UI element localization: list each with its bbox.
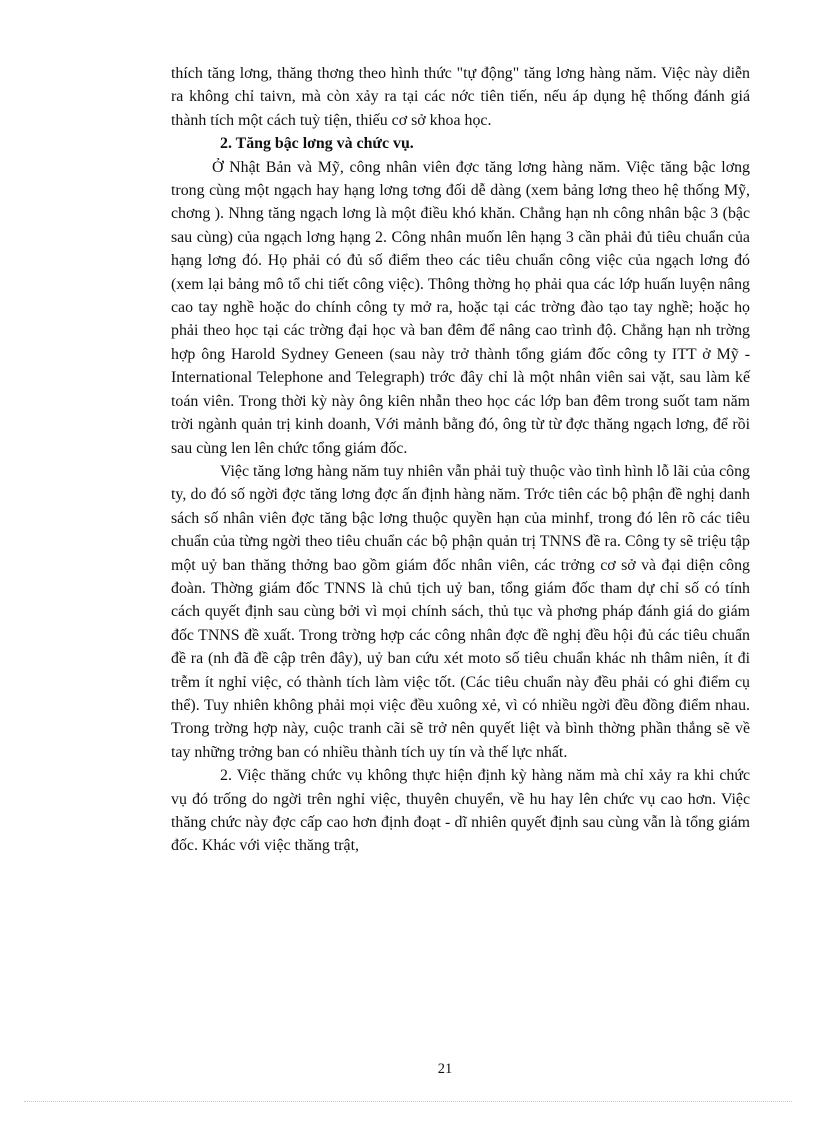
page-body: [171, 62, 750, 858]
footer-divider: [24, 1101, 792, 1102]
section-heading: 2. Tăng bậc lơng và chức vụ.: [220, 135, 414, 153]
page-number: 21: [437, 1061, 453, 1077]
paragraph-promotion-japan-us: Ở Nhật Bản và Mỹ, công nhân viên đợc tăng lơng hàng năm. Việc tăng bậc lơng trong cùng một ngạch hay hạng lơng tơng đối dễ dàng (xem bảng lơng theo hệ thống Mỹ, chơng ). Nhng tăng ngạch lơng là một điều khó khăn. Chẳng hạn nh công nhân bậc 3 (bậc sau cùng) của ngạch lơng hạng 2. Công nhân muốn lên hạng 3 cần phải đủ tiêu chuẩn của hạng lơng đó. Họ phải có đủ số điểm theo các tiêu chuẩn công việc của ngạch lơng đó (xem lại bảng mô tổ chi tiết công việc). Thông thờng họ phải qua các lớp huấn luyện nâng cao tay nghề hoặc do chính công ty mở ra, hoặc tại các trờng đào tạo tay nghề; hoặc họ phải theo học tại các trờng đại học và ban đêm để nâng cao trình độ. Chẳng hạn nh trờng hợp ông Harold Sydney Geneen (sau này trở thành tổng giám đốc công ty ITT ở Mỹ - International Telephone and Telegraph) trớc đây chỉ là một nhân viên sai vặt, sau làm kế toán viên. Trong thời kỳ này ông kiên nhẫn theo học các lớp ban đêm trong suốt tam năm trời ngành quản trị kinh doanh, Với mảnh bằng đó, ông từ từ đợc thăng ngạch lơng, để rồi sau cùng len lên chức tổng giám đốc.: [171, 158, 750, 457]
intro-paragraph: thích tăng lơng, thăng thơng theo hình thức "tự động" tăng lơng hàng năm. Việc này diễn ra không chỉ taivn, mà còn xảy ra tại các nớc tiên tiến, nếu áp dụng hệ thống đánh giá thành tích một cách tuỳ tiện, thiếu cơ sở khoa học.: [171, 65, 750, 129]
paragraph-annual-raise: Việc tăng lơng hàng năm tuy nhiên vẫn phải tuỳ thuộc vào tình hình lỗ lãi của công ty, do đó số ngời đợc tăng lơng đợc ấn định hàng năm. Trớc tiên các bộ phận đề nghị danh sách số nhân viên đợc tăng bậc lơng thuộc quyền hạn của minhf, trong đó lên rõ các tiêu chuẩn của từng ngời theo tiêu chuẩn các bộ phận quản trị TNNS đề ra. Công ty sẽ triệu tập một uỷ ban thăng thởng bao gồm giám đốc nhân viên, các trởng cơ sở và đại diện công đoàn. Thờng giám đốc TNNS là chủ tịch uỷ ban, tổng giám đốc tham dự chỉ số có tính cách quyết định sau cùng bởi vì mọi chính sách, thủ tục và phơng pháp đánh giá do giám đốc TNNS đề xuất. Trong trờng hợp các công nhân đợc đề nghị đều hội đủ các tiêu chuẩn đề ra (nh đã đề cập trên đây), uỷ ban cứu xét moto số tiêu chuẩn khác nh thâm niên, ít đi trễm ít nghỉ việc, có thành tích làm việc tốt. (Các tiêu chuẩn này đều phải có ghi điểm cụ thể). Tuy nhiên không phải mọi việc đều xuông xẻ, vì có nhiều ngời đều đồng điểm nhau. Trong trờng hợp này, cuộc tranh cãi sẽ trở nên quyết liệt và bình thờng phần thắng sẽ về tay những trởng ban có nhiều thành tích uy tín và thế lực nhất.: [171, 462, 750, 761]
paragraph-position-promotion: 2. Việc thăng chức vụ không thực hiện định kỳ hàng năm mà chỉ xảy ra khi chức vụ đó trống do ngời trên nghỉ việc, thuyên chuyển, về hu hay lên chức vụ cao hơn. Việc thăng chức này đợc cấp cao hơn định đoạt - dĩ nhiên quyết định sau cùng vẫn là tổng giám đốc. Khác với việc thăng trật,: [171, 767, 750, 855]
